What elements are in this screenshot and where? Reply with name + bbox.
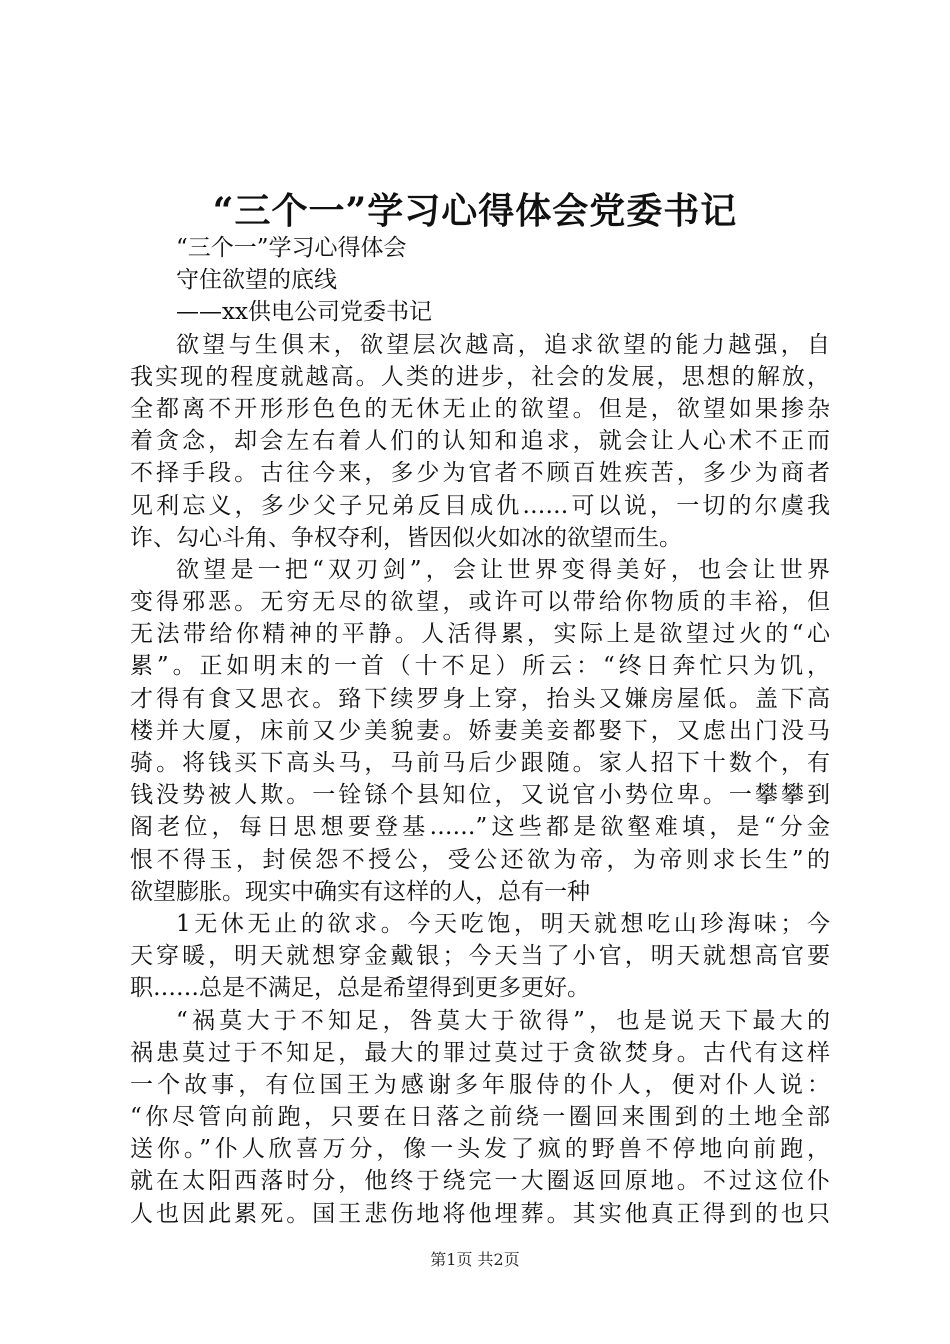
paragraph	[130, 908, 830, 1005]
text-line: 楼并大厦，床前又少美貌妻。娇妻美妾都娶下，又虑出门没马	[130, 717, 830, 744]
text-line: 欲望膨胀。现实中确实有这样的人，总有一种	[130, 878, 590, 905]
text-line: 诈、勾心斗角、争权夺利，皆因似火如冰的欲望而生。	[130, 524, 682, 551]
text-line: 累”。正如明末的一首（十不足）所云：“终日奔忙只为饥，	[130, 653, 830, 680]
paragraph	[130, 554, 830, 908]
text-line: 阁老位，每日思想要登基……”这些都是欲壑难填，是“分金	[130, 814, 830, 841]
text-line: 欲望是一把“双刃剑”，会让世界变得美好，也会让世界	[176, 556, 830, 583]
text-line: 骑。将钱买下高头马，马前马后少跟随。家人招下十数个，有	[130, 750, 830, 776]
text-line: 职……总是不满足，总是希望得到更多更好。	[130, 975, 590, 1002]
text-line: 无法带给你精神的平静。人活得累，实际上是欲望过火的“心	[130, 621, 830, 648]
text-line: 欲望与生俱末，欲望层次越高，追求欲望的能力越强，自	[176, 331, 830, 358]
text-line: “祸莫大于不知足，咎莫大于欲得”，也是说天下最大的	[176, 1007, 830, 1034]
page-footer: 第1页 共2页	[430, 1250, 520, 1269]
text-line: 见利忘义，多少父子兄弟反目成仇……可以说，一切的尔虞我	[130, 492, 830, 519]
text-line: “你尽管向前跑，只要在日落之前绕一圈回来围到的土地全部	[130, 1104, 830, 1131]
text-line: 全都离不开形形色色的无休无止的欲望。但是，欲望如果掺杂	[130, 395, 830, 422]
text-line: 着贪念，却会左右着人们的认知和追求，就会让人心术不正而	[130, 428, 830, 455]
text-line: 天穿暖，明天就想穿金戴银；今天当了小官，明天就想高官要	[130, 943, 830, 970]
text-line: 一个故事，有位国王为感谢多年服侍的仆人，便对仆人说：	[130, 1071, 830, 1098]
text-line: 恨不得玉，封侯怨不授公，受公还欲为帝，为帝则求长生”的	[130, 846, 830, 873]
text-line: 不择手段。古往今来，多少为官者不顾百姓疾苦，多少为商者	[130, 460, 830, 487]
text-line: 就在太阳西落时分，他终于绕完一大圈返回原地。不过这位仆	[130, 1168, 830, 1195]
text-line: 钱没势被人欺。一铨铩个县知位，又说官小势位卑。一攀攀到	[130, 782, 830, 809]
text-line: 人也因此累死。国王悲伤地将他埋葬。其实他真正得到的也只	[130, 1200, 830, 1227]
paragraphs	[130, 329, 830, 1230]
subheading: “三个一”学习心得体会	[176, 235, 407, 261]
paragraph	[130, 1005, 830, 1230]
author-line: ——xx供电公司党委书记	[176, 299, 432, 326]
text-line: 变得邪恶。无穷无尽的欲望，或许可以带给你物质的丰裕，但	[130, 589, 830, 616]
document-body	[130, 232, 830, 1230]
text-line: 1无休无止的欲求。今天吃饱，明天就想吃山珍海味；今	[176, 910, 830, 937]
text-line: 送你。”仆人欣喜万分，像一头发了疯的野兽不停地向前跑，	[130, 1136, 830, 1163]
text-line: 祸患莫过于不知足，最大的罪过莫过于贪欲焚身。古代有这样	[130, 1039, 830, 1066]
paragraph	[130, 329, 830, 554]
text-line: 才得有食又思衣。臵下续罗身上穿，抬头又嫌房屋低。盖下高	[130, 685, 830, 712]
subheading: 守住欲望的底线	[176, 267, 337, 294]
text-line: 我实现的程度就越高。人类的进步，社会的发展，思想的解放，	[130, 363, 830, 390]
document-title: “三个一”学习心得体会党委书记	[212, 190, 738, 232]
